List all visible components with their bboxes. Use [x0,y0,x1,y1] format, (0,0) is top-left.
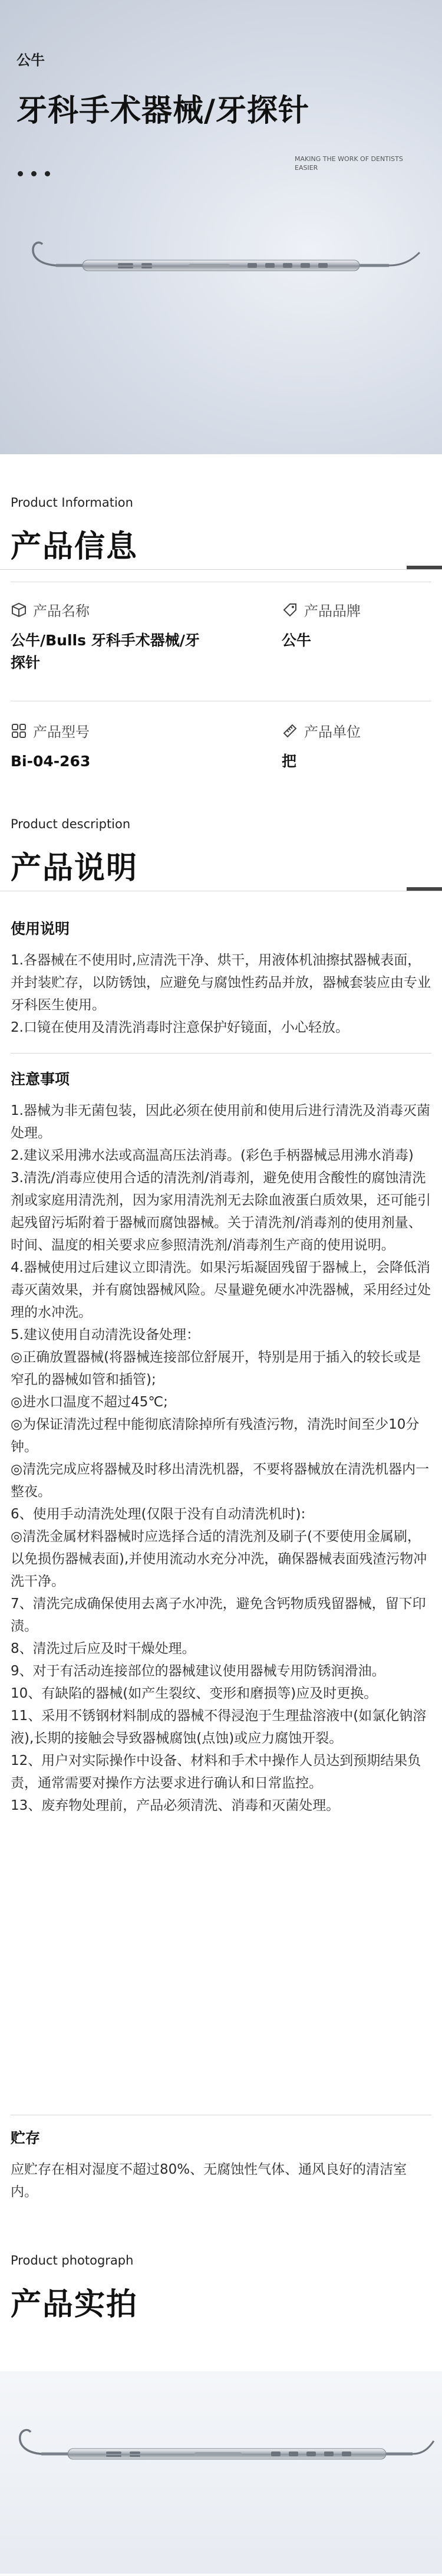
product-name-label: 产品名称 [33,603,90,619]
info-field-model [11,720,211,773]
note-line: ◎进水口温度不超过45℃; [11,1394,168,1410]
note-line: 6、使用手动清洗处理(仅限于没有自动清洗机时): [11,1507,306,1522]
hero-headline: 牙科手术器械/牙探针 [17,93,309,129]
note-line: 7、清洗完成确保使用去离子水冲洗，避免含钙物质残留器械，留下印渍。 [11,1596,426,1634]
brand-name: 公牛 [17,52,45,68]
note-line: 2.建议采用沸水法或高温高压法消毒。(彩色手柄器械忌用沸水消毒) [11,1148,414,1163]
usage-block [11,917,431,1039]
info-heading [0,495,442,566]
note-line: 9、对于有活动连接部位的器械建议使用器械专用防锈润滑油。 [11,1663,385,1679]
note-line: 5.建议使用自动清洗设备处理： [11,1327,200,1343]
hero-banner [0,0,442,454]
note-line: 10、有缺陷的器械(如产生裂纹、变形和磨损等)应及时更换。 [11,1686,378,1701]
photo-heading-zh: 产品实拍 [11,2287,138,2322]
note-line: ◎正确放置器械(将器械连接部位舒展开，特别是用于插入的较长或是窄孔的器械如管和插管); [11,1350,421,1387]
brand-value: 公牛 [282,632,312,649]
product-info-section [0,495,442,770]
tag-icon [282,602,298,618]
decorative-dots [18,171,50,176]
model-label: 产品型号 [33,724,90,740]
heading-accent-bar [407,887,442,891]
note-line: 12、用户对实际操作中设备、材料和手术中操作人员达到预期结果负责，通常需要对操作方法要求进行确认和日常监控。 [11,1753,421,1791]
desc-heading-zh: 产品说明 [11,851,138,886]
info-field-unit [282,720,429,773]
dental-probe-photo [0,2371,442,2574]
usage-line: 2.口镜在使用及清洗消毒时注意保护好镜面，小心轻放。 [11,1020,349,1035]
product-photo [0,2371,442,2574]
storage-block [11,2127,431,2203]
info-field-product-name [11,599,211,674]
storage-line: 应贮存在相对湿度不超过80%、无腐蚀性气体、通风良好的清洁室内。 [11,2162,407,2200]
photo-heading [0,2253,442,2324]
usage-list [11,949,431,1039]
desc-divider-1 [11,1053,431,1054]
usage-title: 使用说明 [11,920,70,937]
info-heading-rule [0,569,442,570]
box-icon [11,602,27,618]
note-line: ◎为保证清洗过程中能彻底清除掉所有残渣污物，清洗时间至少10分钟。 [11,1417,420,1455]
note-line: 11、采用不锈钢材料制成的器械不得浸泡于生理盐溶液中(如氯化钠溶液),长期的接触会导致器械腐蚀(点蚀)或应力腐蚀开裂。 [11,1708,427,1746]
desc-heading [0,817,442,887]
storage-list [11,2158,431,2203]
usage-line: 1.各器械在不使用时,应清洗干净、烘干，用液体机油擦拭器械表面，并封装贮存，以防锈蚀，应避免与腐蚀性药品并放，器械套装应由专业牙科医生使用。 [11,953,431,1013]
model-value: Bi-04-263 [11,753,91,770]
unit-value: 把 [282,753,297,770]
desc-heading-en: Product description [11,817,131,831]
info-heading-zh: 产品信息 [11,529,138,565]
info-field-brand [282,599,429,652]
notes-title: 注意事项 [11,1071,70,1088]
note-line: 3.清洗/消毒应使用合适的清洗剂/消毒剂，避免使用含酸性的腐蚀清洗剂或家庭用清洗剂，因为家用清洗剂无去除血液蛋白质效果，还可能引起残留污垢附着于器械而腐蚀器械。关于清洗剂/消毒剂的使用剂量、时间、温度的相关要求应参照清洗剂/消毒剂生产商的使用说明。 [11,1170,431,1253]
product-name-value: 公牛/Bulls 牙科手术器械/牙探针 [11,632,200,671]
unit-label: 产品单位 [304,724,361,740]
grid-icon [11,723,27,739]
ruler-icon [282,723,298,739]
hero-tagline: MAKING THE WORK OF DENTISTS EASIER [295,155,403,172]
dot-1 [18,171,23,176]
product-photo-section [0,2253,442,2324]
dot-2 [31,171,37,176]
note-line: 1.器械为非无菌包装，因此必须在使用前和使用后进行清洗及消毒灭菌处理。 [11,1103,430,1141]
note-line: ◎清洗完成应将器械及时移出清洗机器，不要将器械放在清洗机器内一整夜。 [11,1462,430,1499]
info-heading-en: Product Information [11,495,133,510]
note-line: 4.器械使用过后建议立即清洗。如果污垢凝固残留于器械上，会降低消毒灭菌效果，并有腐蚀器械风险。尽量避免硬水冲洗器械，采用经过处理的水冲洗。 [11,1260,431,1320]
dot-3 [45,171,50,176]
notes-block [11,1068,431,1817]
notes-list [11,1100,431,1817]
note-line: 13、废弃物处理前，产品必须清洗、消毒和灭菌处理。 [11,1798,340,1813]
dental-probe-image [0,236,442,307]
note-line: 8、清洗过后应及时干燥处理。 [11,1641,196,1656]
photo-heading-en: Product photograph [11,2253,134,2267]
note-line: ◎清洗金属材料器械时应选择合适的清洗剂及刷子(不要使用金属刷，以免损伤器械表面),并使用流动水充分冲洗，确保器械表面残渣污物冲洗干净。 [11,1529,427,1589]
product-description-section [0,817,442,2200]
heading-accent-bar [407,566,442,569]
brand-label: 产品品牌 [304,603,361,619]
storage-title: 贮存 [11,2129,41,2147]
